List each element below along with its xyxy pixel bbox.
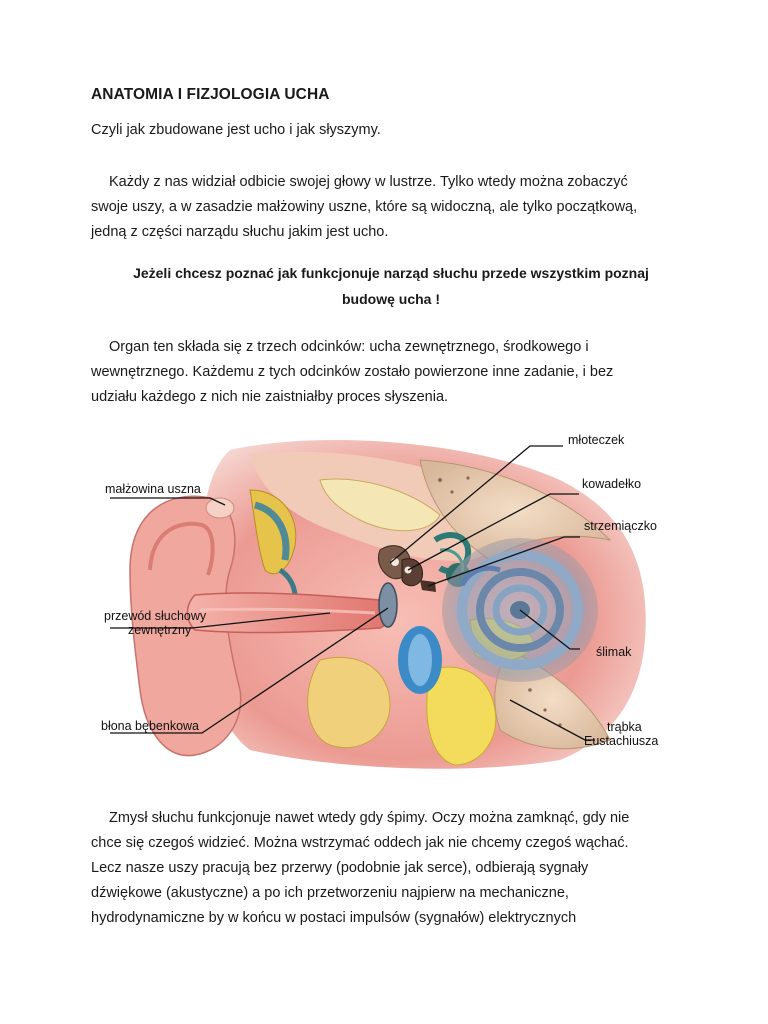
label-slimak: ślimak [596, 645, 632, 659]
label-trabka-line2: Eustachiusza [584, 734, 659, 748]
paragraph-line: dźwiękowe (akustyczne) a po ich przetworzeniu najpierw na mechaniczne, [91, 885, 569, 901]
label-strzemiaczko: strzemiączko [584, 519, 657, 533]
paragraph-line: Lecz nasze uszy pracują bez przerwy (podobnie jak serce), odbierają sygnały [91, 860, 589, 876]
page-subtitle: Czyli jak zbudowane jest ucho i jak słyszymy. [91, 122, 381, 138]
callout-line: Jeżeli chcesz poznać jak funkcjonuje narząd słuchu przede wszystkim poznaj [133, 265, 649, 281]
label-przewod-line1: przewód słuchowy [104, 609, 207, 623]
paragraph-line: jedną z części narządu słuchu jakim jest ucho. [91, 224, 389, 240]
label-przewod-line2: zewnętrzny [128, 623, 192, 637]
label-blona: błona bębenkowa [101, 719, 199, 733]
paragraph-line: chce się czegoś widzieć. Można wstrzymać oddech jak nie chcemy czegoś wąchać. [91, 835, 629, 851]
eardrum [379, 583, 397, 627]
label-trabka-line1: trąbka [607, 720, 642, 734]
paragraph-line: Zmysł słuchu funkcjonuje nawet wtedy gdy śpimy. Oczy można zamknąć, gdy nie [109, 810, 630, 826]
ear-anatomy-figure [90, 420, 690, 780]
paragraph-line: Każdy z nas widział odbicie swojej głowy w lustrze. Tylko wtedy można zobaczyć [109, 174, 628, 190]
paragraph-line: wewnętrznego. Każdemu z tych odcinków zostało powierzone inne zadanie, i bez [91, 364, 614, 380]
ear-illustration [90, 420, 690, 780]
label-malzowina: małżowina uszna [105, 482, 201, 496]
paragraph-intro [91, 170, 691, 245]
paragraph-line: udziału każdego z nich nie zaistniałby proces słyszenia. [91, 389, 449, 405]
paragraph-line: hydrodynamiczne by w końcu w postaci impulsów (sygnałów) elektrycznych [91, 910, 577, 926]
page-title: ANATOMIA I FIZJOLOGIA UCHA [91, 86, 330, 103]
ear-canal [188, 593, 388, 633]
label-kowadelko: kowadełko [582, 477, 642, 491]
paragraph-line: Organ ten składa się z trzech odcinków: ucha zewnętrznego, środkowego i [109, 339, 589, 355]
paragraph-hearing [91, 806, 691, 931]
callout-line: budowę ucha ! [342, 291, 440, 307]
bold-callout [91, 260, 691, 312]
paragraph-organ [91, 335, 691, 410]
label-mloteczek: młoteczek [568, 433, 625, 447]
paragraph-line: swoje uszy, a w zasadzie małżowiny uszne, które są widoczną, ale tylko początkową, [91, 199, 638, 215]
